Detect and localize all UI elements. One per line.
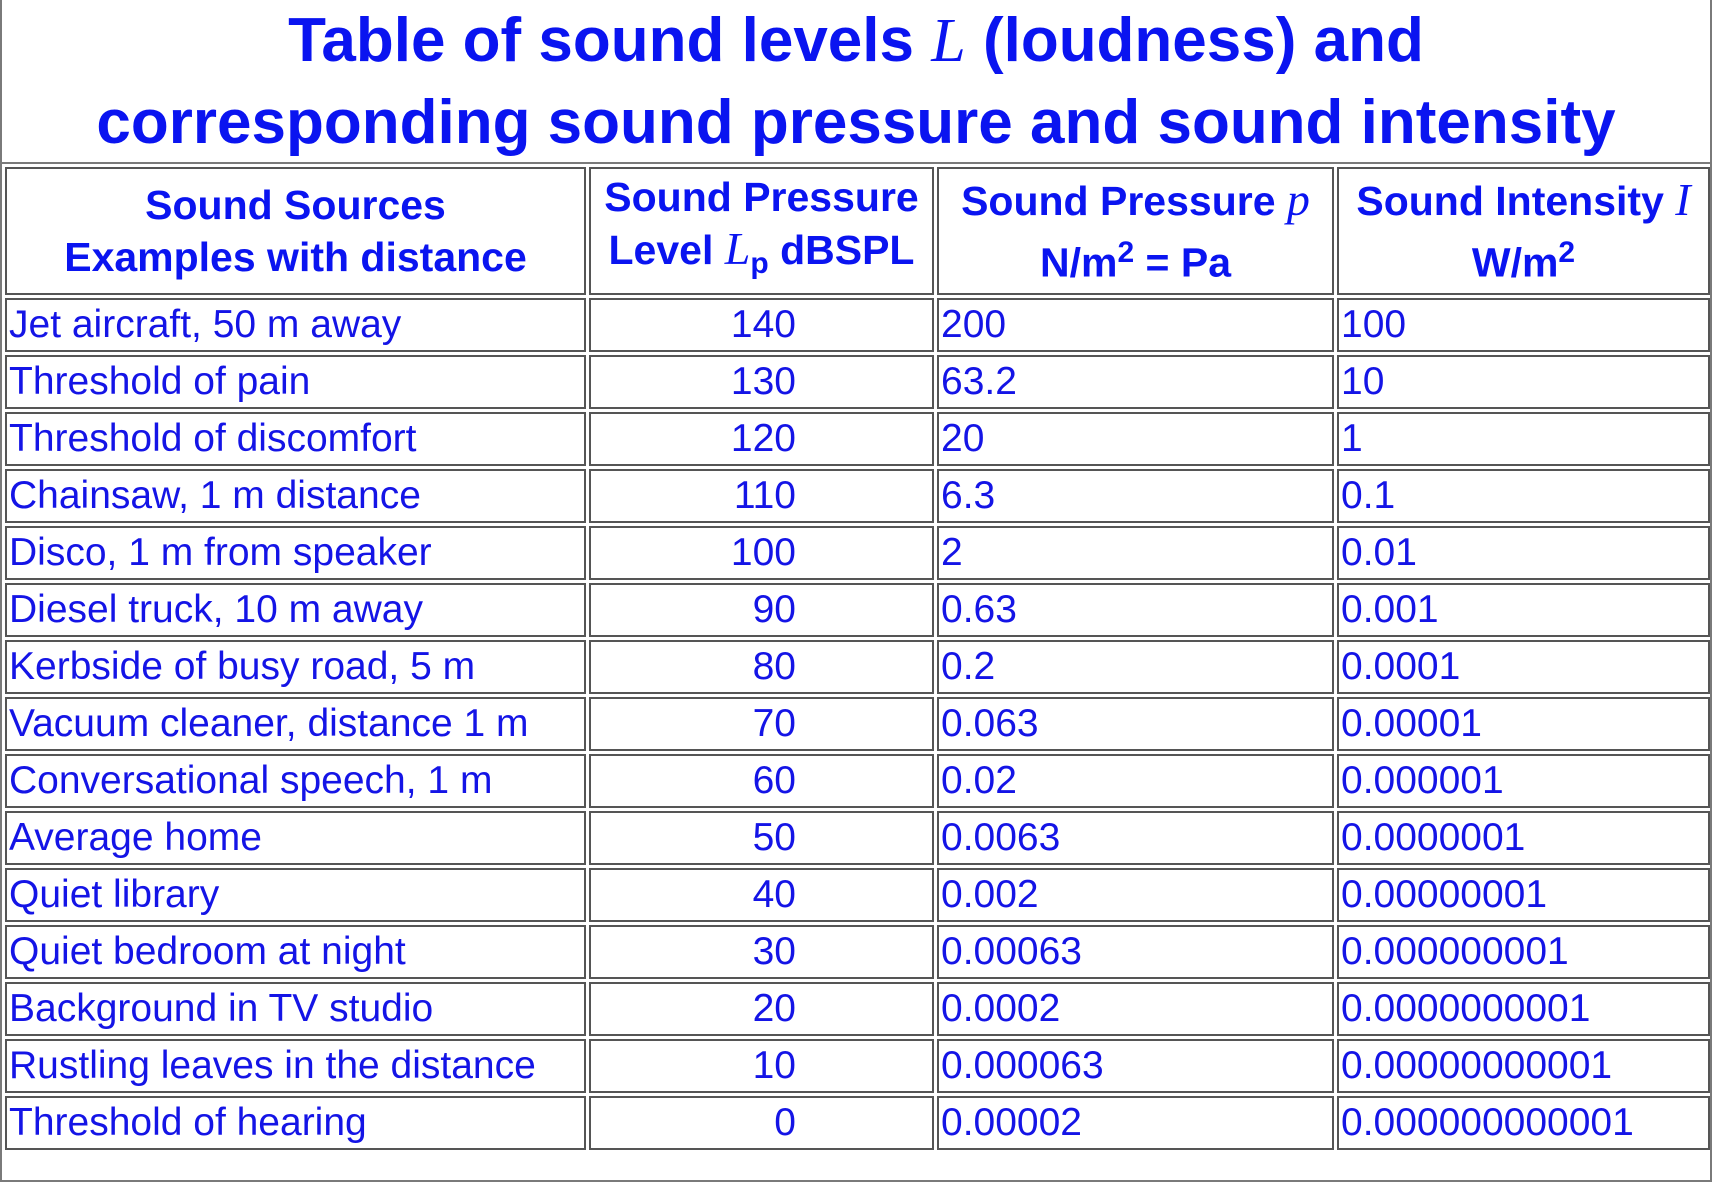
table-row: [5, 868, 1710, 922]
header-sound-pressure-level-line-2: [593, 223, 930, 290]
sound-source-cell: Threshold of hearing: [5, 1096, 586, 1150]
header-sound-pressure-line-2: [941, 227, 1330, 289]
sound-pressure-cell: 6.3: [937, 469, 1334, 523]
title-line-1-start: Table of sound levels: [288, 6, 932, 75]
sound-source-cell: Quiet library: [5, 868, 586, 922]
table-body: [5, 298, 1710, 1150]
sound-pressure-cell: 0.2: [937, 640, 1334, 694]
sound-pressure-cell: 2: [937, 526, 1334, 580]
sound-intensity-cell: 0.000001: [1337, 754, 1710, 808]
sound-pressure-level-cell: 140: [589, 298, 934, 352]
header-sound-intensity: [1337, 167, 1710, 295]
header-variable-i: I: [1675, 173, 1691, 225]
sound-pressure-level-cell: 100: [589, 526, 934, 580]
header-superscript-2: 2: [1117, 235, 1135, 269]
sound-source-cell: Average home: [5, 811, 586, 865]
header-unit-wm: W/m: [1471, 239, 1559, 286]
header-sound-sources-line-1: Sound Sources: [145, 182, 446, 228]
header-variable-l: L: [724, 223, 751, 275]
sound-pressure-cell: 0.02: [937, 754, 1334, 808]
sound-intensity-cell: 0.1: [1337, 469, 1710, 523]
sound-intensity-cell: 0.0000000001: [1337, 982, 1710, 1036]
header-sound-pressure-label: Sound Pressure: [961, 177, 1287, 224]
header-sound-sources-line-2: Examples with distance: [64, 234, 527, 280]
sound-pressure-cell: 63.2: [937, 355, 1334, 409]
sound-pressure-cell: 200: [937, 298, 1334, 352]
table-row: [5, 298, 1710, 352]
table-row: [5, 526, 1710, 580]
sound-source-cell: Diesel truck, 10 m away: [5, 583, 586, 637]
sound-pressure-cell: 0.002: [937, 868, 1334, 922]
sound-pressure-level-cell: 20: [589, 982, 934, 1036]
header-sound-intensity-label: Sound Intensity: [1356, 177, 1676, 224]
sound-source-cell: Threshold of discomfort: [5, 412, 586, 466]
header-row: [5, 167, 1710, 295]
sound-pressure-level-cell: 130: [589, 355, 934, 409]
sound-source-cell: Threshold of pain: [5, 355, 586, 409]
sound-pressure-cell: 0.000063: [937, 1039, 1334, 1093]
table-row: [5, 640, 1710, 694]
sound-source-cell: Kerbside of busy road, 5 m: [5, 640, 586, 694]
sound-source-cell: Chainsaw, 1 m distance: [5, 469, 586, 523]
table-row: [5, 754, 1710, 808]
sound-intensity-cell: 10: [1337, 355, 1710, 409]
sound-pressure-level-cell: 70: [589, 697, 934, 751]
header-level-word: Level: [608, 227, 725, 274]
header-sound-pressure-level: [589, 167, 934, 295]
table-row: [5, 811, 1710, 865]
sound-source-cell: Quiet bedroom at night: [5, 925, 586, 979]
title-variable-l: L: [931, 7, 966, 75]
sound-intensity-cell: 0.0000001: [1337, 811, 1710, 865]
sound-pressure-level-cell: 50: [589, 811, 934, 865]
header-sound-pressure: [937, 167, 1334, 295]
header-sound-pressure-line-1: [941, 174, 1330, 227]
sound-pressure-level-cell: 110: [589, 469, 934, 523]
table-row: [5, 697, 1710, 751]
header-sound-pressure-level-line-1: Sound Pressure: [604, 174, 919, 221]
sound-intensity-cell: 0.0001: [1337, 640, 1710, 694]
sound-source-cell: Conversational speech, 1 m: [5, 754, 586, 808]
header-unit-pa: = Pa: [1134, 239, 1232, 286]
sound-intensity-cell: 0.01: [1337, 526, 1710, 580]
sound-intensity-cell: 1: [1337, 412, 1710, 466]
sound-pressure-cell: 0.00063: [937, 925, 1334, 979]
table-row: [5, 1039, 1710, 1093]
sound-pressure-level-cell: 10: [589, 1039, 934, 1093]
sound-intensity-cell: 0.001: [1337, 583, 1710, 637]
sound-pressure-level-cell: 120: [589, 412, 934, 466]
header-subscript-p: p: [750, 247, 769, 281]
header-sound-intensity-line-1: [1341, 174, 1706, 227]
page-title: [2, 0, 1710, 164]
table-row: [5, 982, 1710, 1036]
header-superscript-2: 2: [1558, 235, 1576, 269]
sound-levels-table: [2, 164, 1712, 1153]
sound-source-cell: Disco, 1 m from speaker: [5, 526, 586, 580]
sound-source-cell: Rustling leaves in the distance: [5, 1039, 586, 1093]
header-variable-p: p: [1286, 173, 1310, 225]
sound-pressure-level-cell: 90: [589, 583, 934, 637]
sound-pressure-cell: 0.00002: [937, 1096, 1334, 1150]
sound-pressure-cell: 0.63: [937, 583, 1334, 637]
sound-intensity-cell: 0.00001: [1337, 697, 1710, 751]
header-unit-nm: N/m: [1039, 239, 1118, 286]
table-row: [5, 412, 1710, 466]
sound-intensity-cell: 0.00000000001: [1337, 1039, 1710, 1093]
sound-pressure-cell: 0.0002: [937, 982, 1334, 1036]
sound-intensity-cell: 0.00000001: [1337, 868, 1710, 922]
header-sound-intensity-line-2: [1341, 227, 1706, 289]
sound-pressure-cell: 20: [937, 412, 1334, 466]
table-row: [5, 583, 1710, 637]
table-row: [5, 925, 1710, 979]
title-line-1-end: (loudness) and: [965, 6, 1424, 75]
sound-source-cell: Background in TV studio: [5, 982, 586, 1036]
sound-pressure-level-cell: 40: [589, 868, 934, 922]
sound-intensity-cell: 0.000000000001: [1337, 1096, 1710, 1150]
header-unit-dbspl: dBSPL: [768, 227, 915, 274]
sound-pressure-level-cell: 0: [589, 1096, 934, 1150]
sound-pressure-level-cell: 80: [589, 640, 934, 694]
title-line-2: corresponding sound pressure and sound intensity: [96, 88, 1616, 157]
sound-pressure-level-cell: 60: [589, 754, 934, 808]
sound-pressure-cell: 0.063: [937, 697, 1334, 751]
sound-source-cell: Jet aircraft, 50 m away: [5, 298, 586, 352]
table-row: [5, 469, 1710, 523]
sound-pressure-level-cell: 30: [589, 925, 934, 979]
table-row: [5, 1096, 1710, 1150]
header-sound-sources: [5, 167, 586, 295]
sound-intensity-cell: 0.000000001: [1337, 925, 1710, 979]
sound-intensity-cell: 100: [1337, 298, 1710, 352]
table-row: [5, 355, 1710, 409]
sound-pressure-cell: 0.0063: [937, 811, 1334, 865]
title-line-1: [2, 0, 1710, 82]
sound-source-cell: Vacuum cleaner, distance 1 m: [5, 697, 586, 751]
